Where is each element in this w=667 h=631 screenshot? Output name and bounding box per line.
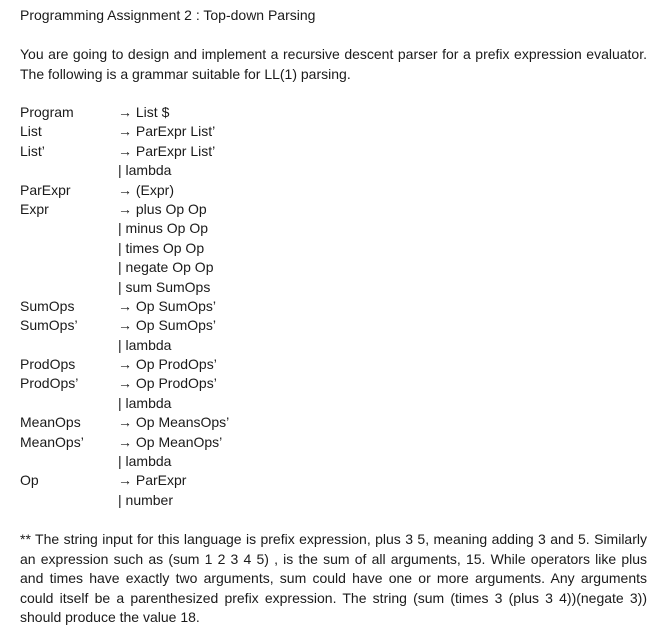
grammar-rule (20, 122, 647, 141)
grammar-rule (20, 413, 647, 432)
grammar-rule-lhs: ParExpr (20, 181, 71, 198)
grammar-rule-rhs: | minus Op Op (118, 220, 209, 237)
grammar-rule-lhs (20, 161, 118, 180)
grammar-rule-rhs: | times Op Op (118, 239, 205, 256)
grammar-rule-rhs: | negate Op Op (118, 259, 214, 276)
grammar-rule-rhs: | lambda (118, 162, 172, 179)
grammar-rule-rhs: → Op SumOps’ (118, 317, 217, 334)
grammar-rule (20, 355, 647, 374)
grammar-rule-rhs: | lambda (118, 453, 172, 470)
grammar-rule-rhs: | lambda (118, 336, 172, 353)
grammar-rule (20, 471, 647, 490)
grammar-rule (20, 258, 647, 277)
grammar-rule (20, 103, 647, 122)
grammar-rule-lhs: List (20, 123, 42, 140)
grammar-rule-rhs: → Op ProdOps’ (118, 356, 217, 373)
grammar-rule-lhs: MeanOps (20, 414, 81, 431)
grammar-rule-lhs (20, 491, 118, 510)
grammar-rule-lhs: SumOps (20, 297, 75, 314)
grammar-rule-lhs (20, 219, 118, 238)
grammar-rule-lhs (20, 452, 118, 471)
grammar-rule (20, 278, 647, 297)
grammar-rule-rhs: → ParExpr (118, 472, 187, 489)
grammar-rule-lhs (20, 336, 118, 355)
grammar-rule-rhs: → Op MeansOps’ (118, 414, 230, 431)
grammar-rule (20, 316, 647, 335)
grammar-rule (20, 297, 647, 316)
grammar-rule (20, 239, 647, 258)
grammar-rule (20, 336, 647, 355)
grammar-rule (20, 161, 647, 180)
grammar-rule-rhs: → plus Op Op (118, 200, 207, 217)
grammar-rule (20, 219, 647, 238)
grammar-rule (20, 491, 647, 510)
grammar-rule-lhs: MeanOps’ (20, 433, 84, 450)
grammar-rule-lhs (20, 278, 118, 297)
grammar-rule-lhs: ProdOps (20, 356, 76, 373)
grammar-rule-rhs: → Op ProdOps’ (118, 375, 217, 392)
grammar-rule-lhs: List’ (20, 142, 45, 159)
grammar-rule-lhs: Program (20, 104, 74, 120)
grammar-rule-rhs: → Op SumOps’ (118, 297, 217, 314)
grammar-rules (20, 103, 647, 510)
grammar-rule (20, 433, 647, 452)
intro-paragraph: You are going to design and implement a recursive descent parser for a prefix expression evaluator. The following is a grammar suitable for LL(1) parsing. (20, 46, 647, 82)
grammar-rule (20, 394, 647, 413)
grammar-rule-rhs: → (Expr) (118, 181, 174, 198)
grammar-rule-lhs (20, 239, 118, 258)
grammar-rule-lhs (20, 394, 118, 413)
grammar-rule-lhs (20, 258, 118, 277)
footnote-paragraph: ** The string input for this language is prefix expression, plus 3 5, meaning adding 3 and 5. Similarly an expression such as (sum 1 2 3 4 5) , is the sum of all arguments, 15. While operators like plus and times have exactly two arguments, sum could have one or more arguments. Any arguments could itself be a parenthesized prefix expression. The string (sum (times 3 (plus 3 4))(negate 3)) should produce the value 18. (20, 531, 647, 626)
grammar-rule (20, 181, 647, 200)
grammar-rule (20, 142, 647, 161)
grammar-rule-rhs: → List $ (118, 104, 170, 120)
grammar-rule (20, 374, 647, 393)
document-title: Programming Assignment 2 : Top-down Parsing (20, 7, 316, 23)
grammar-rule (20, 452, 647, 471)
grammar-rule-lhs: Expr (20, 200, 49, 217)
grammar-rule-rhs: → Op MeanOps’ (118, 433, 223, 450)
grammar-rule-rhs: | number (118, 491, 173, 508)
grammar-rule-lhs: Op (20, 472, 39, 489)
grammar-rule-rhs: | sum SumOps (118, 278, 211, 295)
grammar-rule-rhs: → ParExpr List’ (118, 123, 216, 140)
grammar-rule-rhs: → ParExpr List’ (118, 142, 216, 159)
grammar-rule-lhs: SumOps’ (20, 317, 78, 334)
grammar-rule (20, 200, 647, 219)
grammar-rule-lhs: ProdOps’ (20, 375, 79, 392)
grammar-rule-rhs: | lambda (118, 394, 172, 411)
